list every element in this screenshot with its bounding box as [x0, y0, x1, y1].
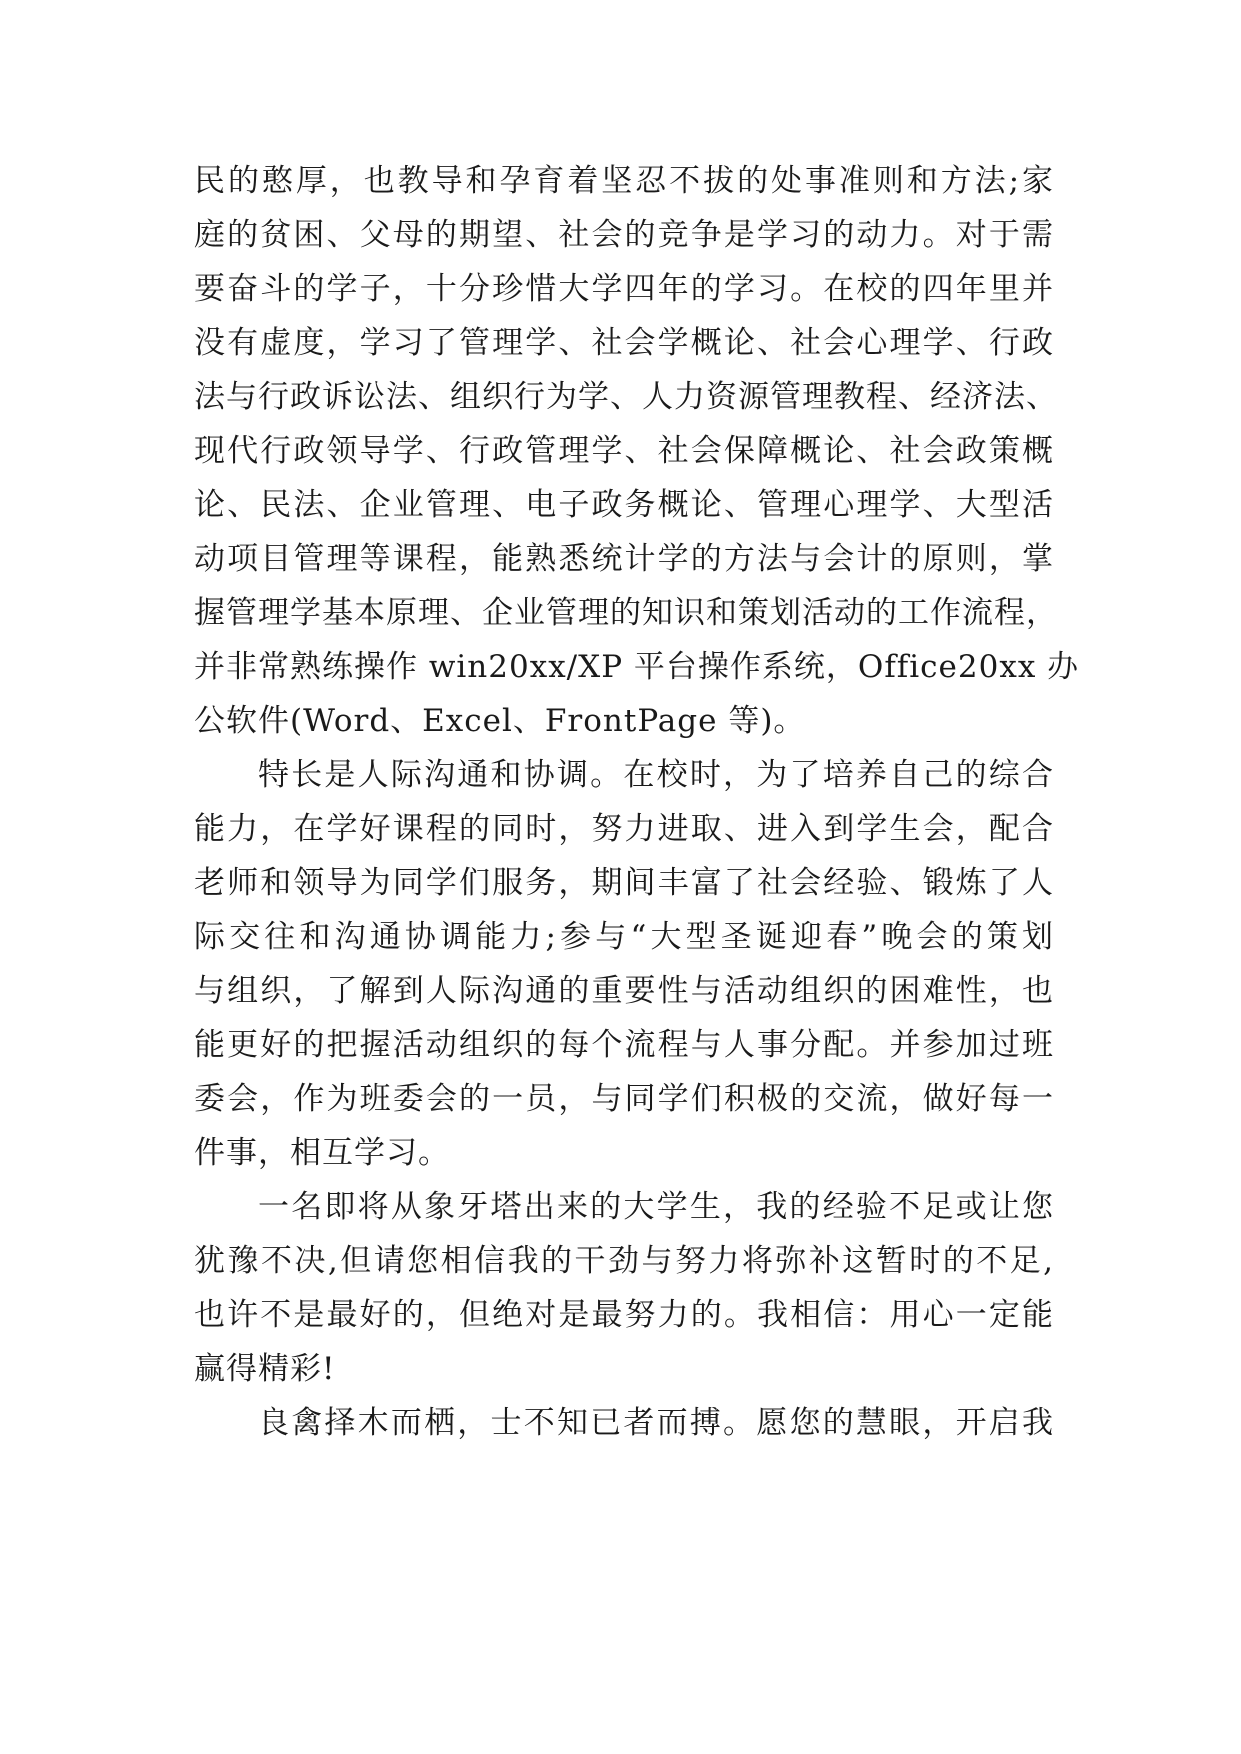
text-line: 现代行政领导学、行政管理学、社会保障概论、社会政策概 [194, 433, 1054, 469]
text-line: 能更好的把握活动组织的每个流程与人事分配。并参加过班 [194, 1027, 1054, 1063]
text-line: 际交往和沟通协调能力;参与“大型圣诞迎春”晚会的策划 [194, 919, 1054, 955]
text-line: 要奋斗的学子，十分珍惜大学四年的学习。在校的四年里并 [194, 271, 1054, 307]
text-line: 老师和领导为同学们服务，期间丰富了社会经验、锻炼了人 [194, 865, 1054, 901]
text-line: 民的憨厚，也教导和孕育着坚忍不拔的处事准则和方法;家 [194, 163, 1054, 199]
text-line: 法与行政诉讼法、组织行为学、人力资源管理教程、经济法、 [194, 379, 1058, 415]
text-line: 赢得精彩! [194, 1351, 336, 1387]
body-text [194, 154, 1080, 1450]
text-line: 握管理学基本原理、企业管理的知识和策划活动的工作流程， [194, 595, 1058, 631]
text-line: 公软件(Word、Excel、FrontPage 等)。 [194, 703, 806, 739]
text-line: 并非常熟练操作 win20xx/XP 平台操作系统，Office20xx 办 [194, 649, 1080, 685]
text-line: 庭的贫困、父母的期望、社会的竞争是学习的动力。对于需 [194, 217, 1054, 253]
text-line: 特长是人际沟通和协调。在校时，为了培养自己的综合 [258, 757, 1054, 793]
text-line: 论、民法、企业管理、电子政务概论、管理心理学、大型活 [194, 487, 1054, 523]
text-line: 一名即将从象牙塔出来的大学生，我的经验不足或让您 [258, 1189, 1054, 1225]
text-line: 没有虚度，学习了管理学、社会学概论、社会心理学、行政 [194, 325, 1054, 361]
text-line: 犹豫不决,但请您相信我的干劲与努力将弥补这暂时的不足, [194, 1243, 1054, 1279]
text-line: 件事，相互学习。 [194, 1135, 450, 1171]
text-line: 委会，作为班委会的一员，与同学们积极的交流，做好每一 [194, 1081, 1054, 1117]
text-line: 也许不是最好的，但绝对是最努力的。我相信：用心一定能 [194, 1297, 1054, 1333]
text-line: 能力，在学好课程的同时，努力进取、进入到学生会，配合 [194, 811, 1054, 847]
text-line: 与组织，了解到人际沟通的重要性与活动组织的困难性，也 [194, 973, 1054, 1009]
text-line: 动项目管理等课程，能熟悉统计学的方法与会计的原则，掌 [194, 541, 1054, 577]
text-line: 良禽择木而栖，士不知已者而搏。愿您的慧眼，开启我 [258, 1405, 1054, 1441]
